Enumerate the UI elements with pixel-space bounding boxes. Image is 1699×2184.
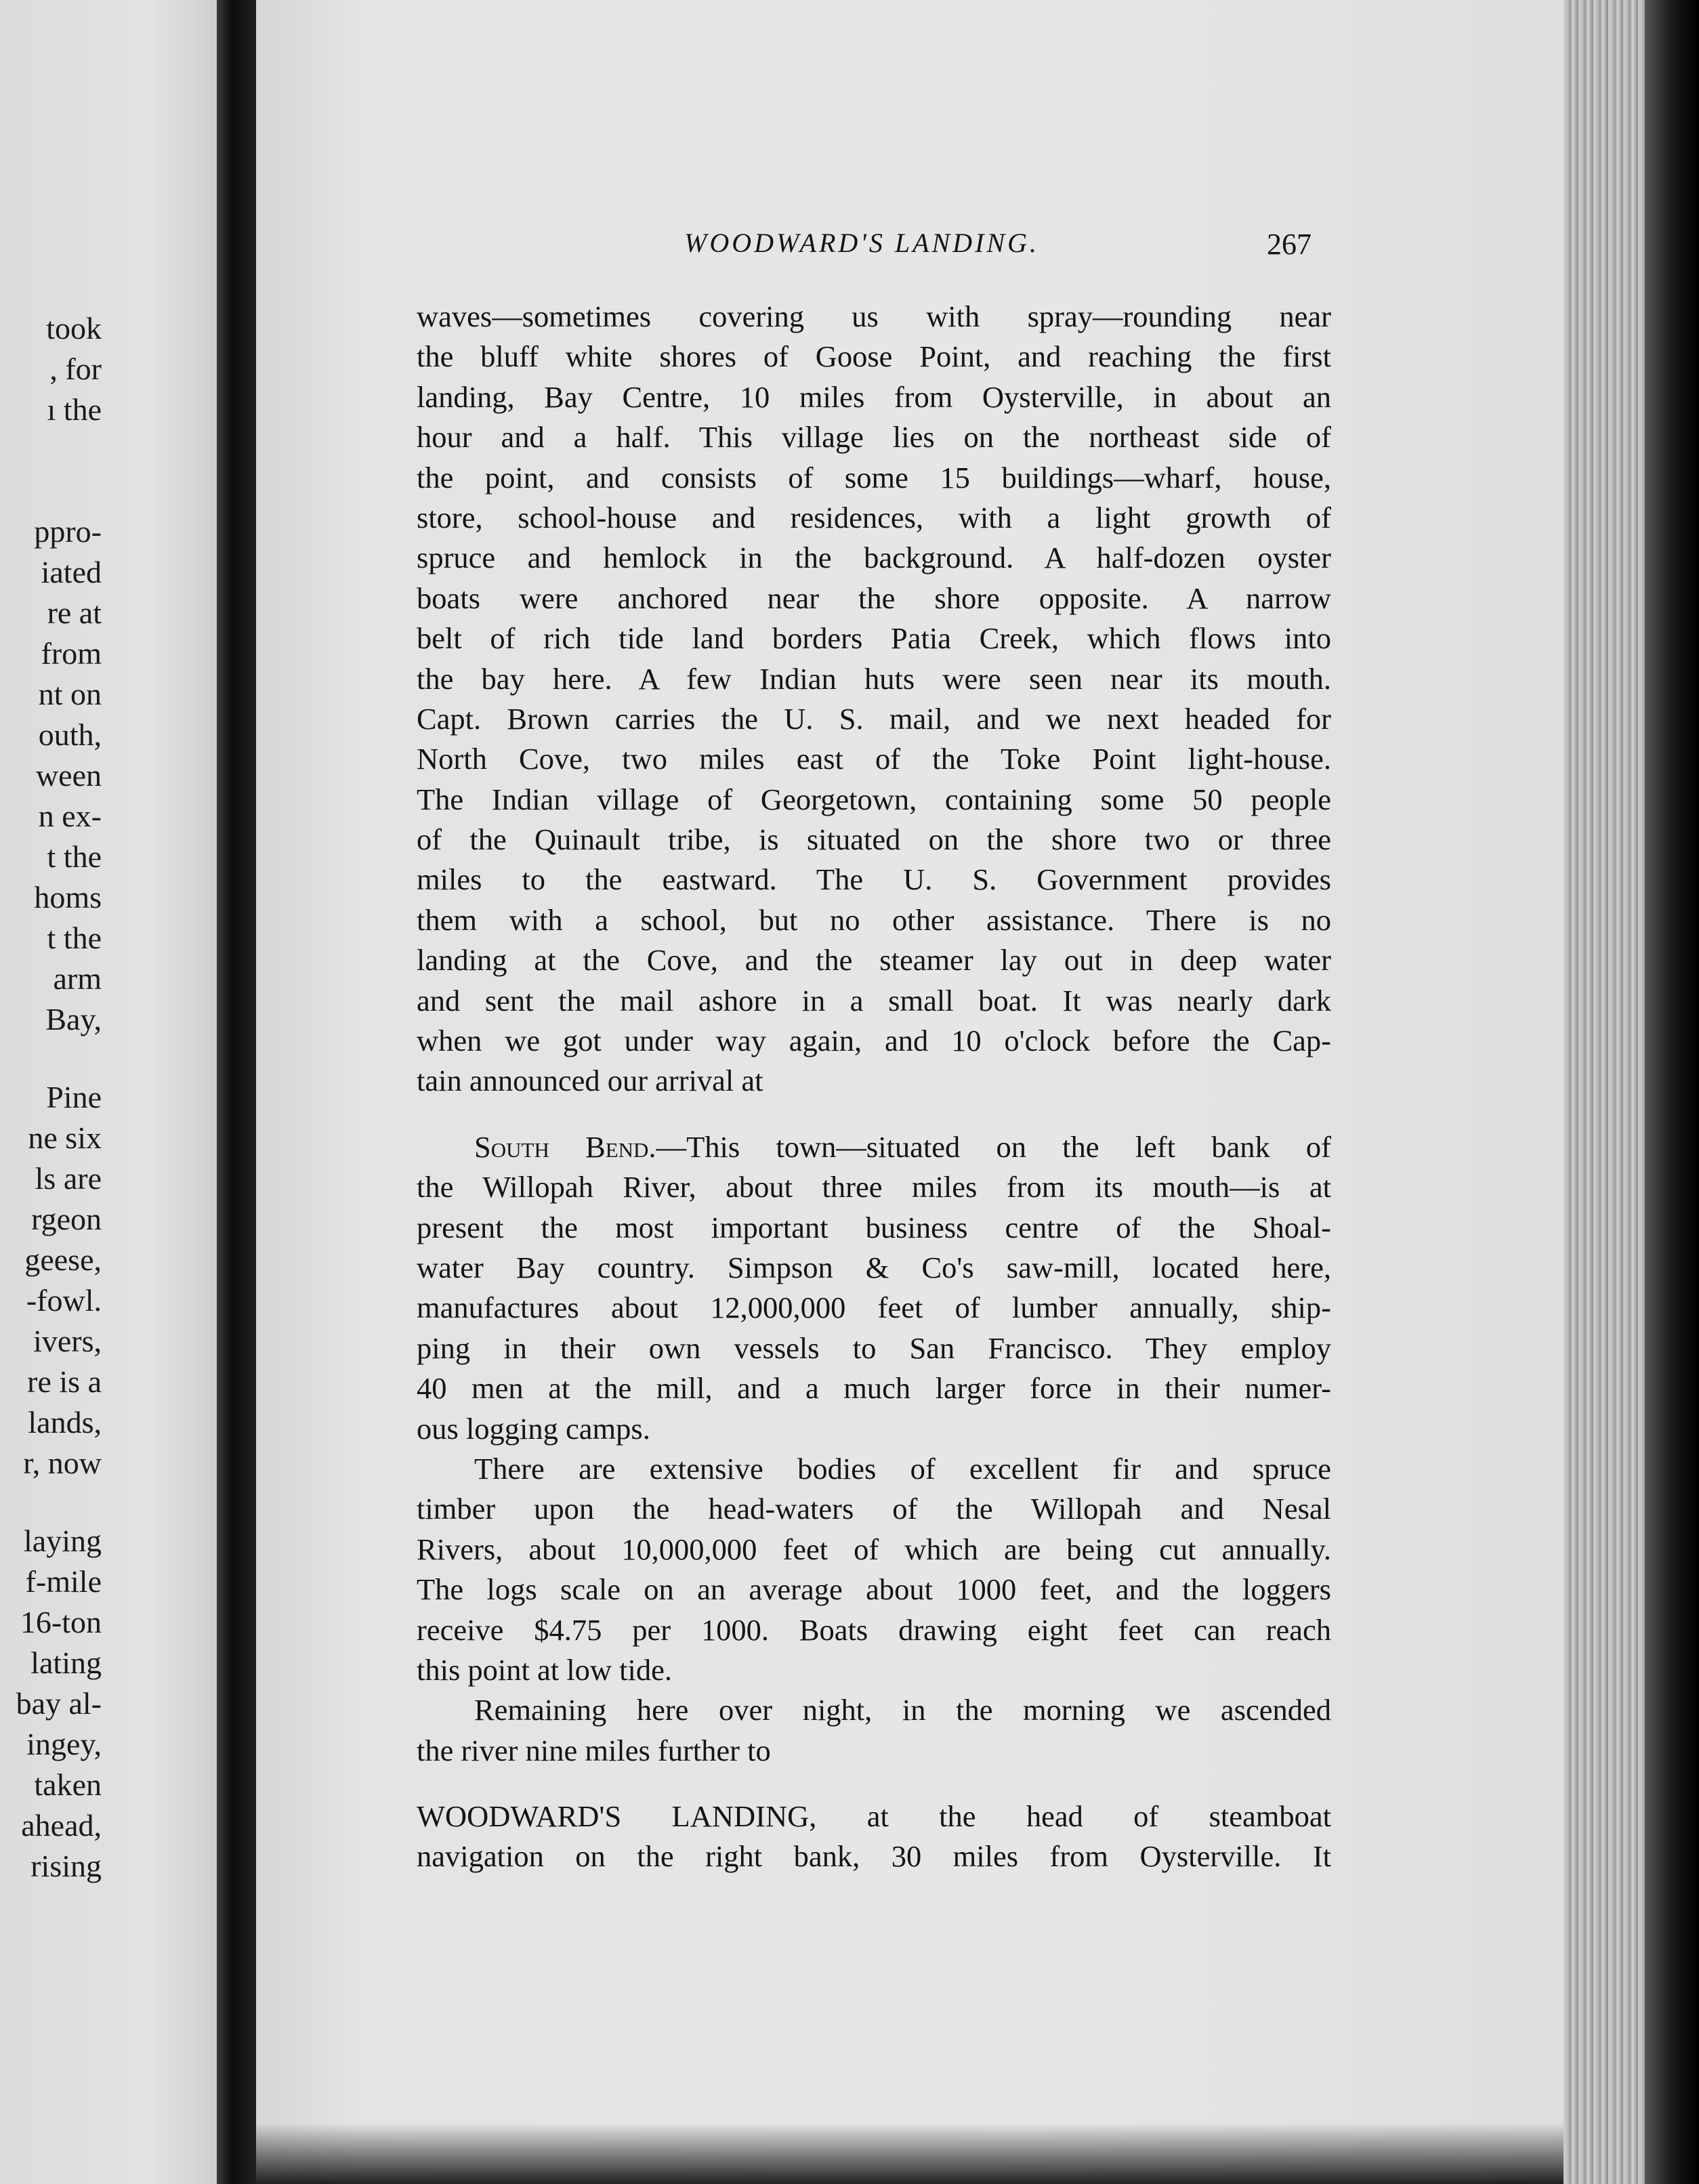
left-page-line: ı the (47, 392, 102, 427)
left-page-line: ween (35, 758, 102, 793)
left-page-line: outh, (38, 717, 102, 752)
left-page-line: lands, (28, 1405, 102, 1440)
paragraph-1 (417, 297, 1331, 1101)
left-page-line: r, now (23, 1446, 102, 1480)
paragraph-line: receive $4.75 per 1000. Boats drawing eight feet can reach (417, 1612, 1331, 1647)
paragraph-line: manufactures about 12,000,000 feet of lumber annually, ship- (417, 1290, 1331, 1325)
section-gap (417, 1101, 1331, 1127)
left-page-line: arm (53, 961, 102, 996)
paragraph-line: navigation on the right bank, 30 miles from Oysterville. It (417, 1839, 1331, 1874)
paragraph-timber (417, 1449, 1331, 1690)
paragraph-line: landing, Bay Centre, 10 miles from Oysterville, in about an (417, 379, 1331, 414)
paragraph-line: of the Quinault tribe, is situated on the shore two or three (417, 822, 1331, 857)
left-page-line: n ex- (38, 799, 102, 833)
paragraph-line: the point, and consists of some 15 buildings—wharf, house, (417, 460, 1331, 495)
left-page-line: ivers, (33, 1324, 102, 1358)
paragraph-line: Capt. Brown carries the U. S. mail, and we next headed for (417, 701, 1331, 736)
left-page-line: re is a (27, 1364, 102, 1399)
paragraph-line: The logs scale on an average about 1000 feet, and the loggers (417, 1572, 1331, 1607)
paragraph-line: waves—sometimes covering us with spray—rounding near (417, 299, 1331, 333)
left-page-line: taken (34, 1767, 102, 1802)
left-page-line: t the (47, 921, 102, 955)
paragraph-line: ous logging camps. (417, 1411, 650, 1446)
page-edges (1564, 0, 1699, 2184)
paragraph-line: boats were anchored near the shore opposite. A narrow (417, 581, 1331, 615)
paragraph-woodwards-landing (417, 1797, 1331, 1877)
paragraph-line: Remaining here over night, in the morning we ascended (474, 1693, 1331, 1727)
left-page-line: rising (30, 1849, 102, 1883)
body-text (417, 297, 1331, 1877)
paragraph-line: timber upon the head-waters of the Willopah and Nesal (417, 1492, 1331, 1526)
paragraph-line: this point at low tide. (417, 1652, 672, 1687)
paragraph-line: Rivers, about 10,000,000 feet of which are being cut annually. (417, 1532, 1331, 1566)
left-page-line: from (41, 636, 102, 671)
paragraph-line: tain announced our arrival at (417, 1064, 763, 1098)
paragraph-line: miles to the eastward. The U. S. Government provides (417, 862, 1331, 897)
paragraph-line: 40 men at the mill, and a much larger force in their numer- (417, 1371, 1331, 1406)
paragraph-line: North Cove, two miles east of the Toke Point light-house. (417, 742, 1331, 776)
left-page-line: ahead, (21, 1808, 102, 1843)
running-head: WOODWARD'S LANDING. (684, 228, 1039, 258)
left-page-line: lating (30, 1645, 102, 1680)
paragraph-line-text: —This town—situated on the left bank of (656, 1129, 1331, 1164)
left-page-line: ls are (35, 1161, 102, 1196)
left-page-line: re at (47, 595, 102, 630)
left-page-line: t the (47, 839, 102, 874)
paragraph-line: water Bay country. Simpson & Co's saw-mill, located here, (417, 1250, 1331, 1284)
left-page-line: ppro- (34, 514, 102, 549)
section-heading-south-bend: South Bend. (474, 1129, 656, 1164)
paragraph-line: the Willopah River, about three miles from its mouth—is at (417, 1170, 1331, 1204)
paragraph-line: when we got under way again, and 10 o'clock before the Cap- (417, 1024, 1331, 1058)
paragraph-line: belt of rich tide land borders Patia Creek, which flows into (417, 621, 1331, 656)
paragraph-line: the bluff white shores of Goose Point, and reaching the first (417, 339, 1331, 374)
left-page-line: homs (34, 880, 102, 915)
left-page-line: Pine (46, 1080, 102, 1114)
paragraph-line: The Indian village of Georgetown, containing some 50 people (417, 782, 1331, 816)
paragraph-line: ping in their own vessels to San Francisco. They employ (417, 1330, 1331, 1365)
left-page-line: 16-ton (20, 1605, 102, 1639)
section-gap (417, 1771, 1331, 1797)
left-page-line: ne six (28, 1120, 102, 1155)
section-heading-woodwards-landing: WOODWARD'S LANDING (417, 1799, 810, 1834)
page-bottom-shadow (256, 2123, 1564, 2184)
left-page-line: took (46, 311, 102, 345)
paragraph-line: spruce and hemlock in the background. A half-dozen oyster (417, 541, 1331, 575)
left-page-line: iated (41, 555, 102, 589)
page-number: 267 (1267, 228, 1312, 261)
paragraph-line (417, 1797, 1331, 1836)
paragraph-line: the bay here. A few Indian huts were seen near its mouth. (417, 661, 1331, 696)
left-page-line: Bay, (45, 1002, 102, 1036)
paragraph-line-text: , at the head of steamboat (809, 1799, 1332, 1834)
paragraph-south-bend (417, 1127, 1331, 1449)
paragraph-line: landing at the Cove, and the steamer lay out in deep water (417, 943, 1331, 978)
paragraph-remaining (417, 1690, 1331, 1771)
paragraph-line: present the most important business centre of the Shoal- (417, 1210, 1331, 1244)
paragraph-line: the river nine miles further to (417, 1733, 771, 1767)
left-page-line: nt on (38, 677, 102, 711)
paragraph-line (417, 1127, 1331, 1167)
left-page-line: ingey, (26, 1727, 102, 1761)
left-page-line: bay al- (16, 1686, 102, 1721)
left-page-line: rgeon (31, 1202, 102, 1236)
left-facing-page (0, 0, 217, 2184)
book-gutter (217, 0, 256, 2184)
left-page-line: geese, (24, 1242, 102, 1277)
paragraph-line: There are extensive bodies of excellent fir and spruce (474, 1451, 1331, 1486)
left-page-line: f-mile (25, 1564, 102, 1599)
paragraph-line: store, school-house and residences, with a light growth of (417, 500, 1331, 534)
paragraph-line: hour and a half. This village lies on the northeast side of (417, 420, 1331, 455)
paragraph-line: and sent the mail ashore in a small boat. It was nearly dark (417, 983, 1331, 1017)
left-page-line: , for (49, 352, 102, 386)
left-page-line: -fowl. (26, 1283, 102, 1318)
paragraph-line: them with a school, but no other assistance. There is no (417, 902, 1331, 937)
left-page-line: laying (24, 1524, 102, 1558)
